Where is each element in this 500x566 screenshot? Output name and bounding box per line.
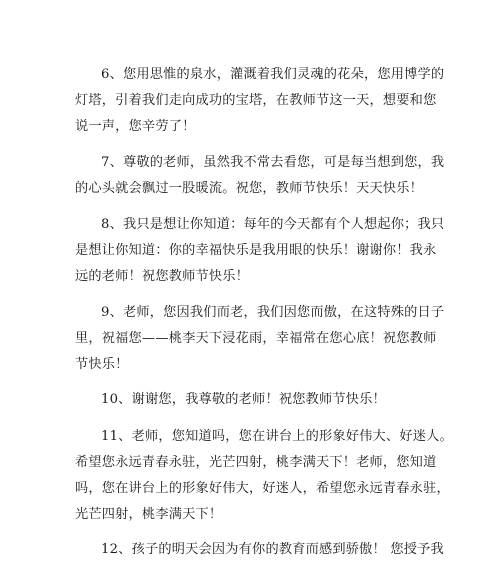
- text-line: 吗，您在讲台上的形象好伟大，好迷人，希望您永远青春永驻，: [75, 481, 450, 496]
- text-line: 8、我只是想让你知道：每年的今天都有个人想起你；我只: [101, 217, 445, 232]
- paragraph-12: [75, 537, 444, 563]
- text-line: 里，祝福您——桃李天下浸花雨，幸福常在您心底！祝您教师: [75, 331, 437, 346]
- paragraph-9: [75, 300, 445, 378]
- text-line: 希望您永远青春永驻，光芒四射，桃李满天下！老师，您知道: [75, 455, 437, 470]
- text-line: 灯塔，引着我们走向成功的宝塔，在教师节这一天，想要和您: [75, 93, 437, 108]
- text-line: 是想让你知道：你的幸福快乐是我用眼的快乐！谢谢你！我永: [75, 243, 437, 258]
- text-line: 11、老师，您知道吗，您在讲台上的形象好伟大、好迷人。: [101, 429, 453, 444]
- text-line: 10、谢谢您，我尊敬的老师！祝您教师节快乐！: [101, 392, 386, 407]
- text-line: 6、您用思惟的泉水，灌溉着我们灵魂的花朵，您用博学的: [101, 67, 445, 82]
- paragraph-7: [75, 150, 445, 202]
- text-line: 9、老师，您因我们而老，我们因您而傲，在这特殊的日子: [101, 305, 445, 320]
- text-line: 光芒四射，桃李满天下！: [75, 507, 223, 522]
- paragraph-6: [75, 62, 445, 140]
- text-line: 12、孩子的明天会因为有你的教育而感到骄傲！ 您授予我: [101, 542, 444, 557]
- paragraph-11: [75, 424, 453, 528]
- text-line: 7、尊敬的老师，虽然我不常去看您，可是每当想到您，我: [101, 155, 445, 170]
- paragraph-10: [75, 387, 427, 413]
- text-line: 远的老师！祝您教师节快乐！: [75, 269, 250, 284]
- text-line: 的心头就会飘过一股暖流。祝您，教师节快乐！天天快乐！: [75, 181, 424, 196]
- text-line: 说一声，您辛劳了！: [75, 119, 196, 134]
- paragraph-8: [75, 212, 445, 290]
- text-line: 节快乐！: [75, 357, 129, 372]
